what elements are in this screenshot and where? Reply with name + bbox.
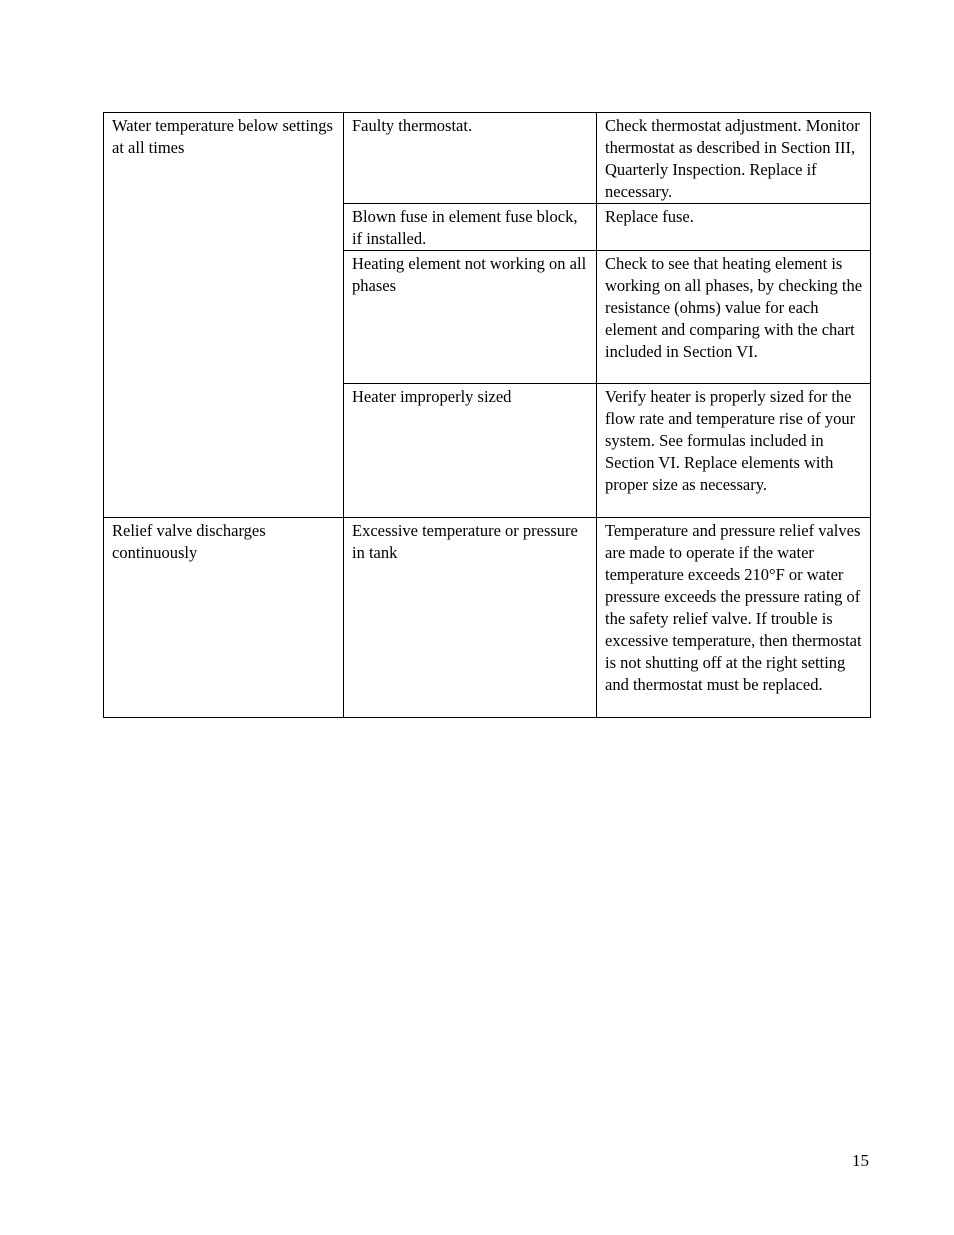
cause-cell	[344, 204, 597, 251]
solution-text: Replace fuse.	[605, 207, 694, 226]
solution-cell	[597, 113, 871, 204]
cause-cell	[344, 518, 597, 718]
page-number: 15	[852, 1151, 869, 1170]
cause-cell	[344, 384, 597, 518]
problem-text: Water temperature below settings at all times	[112, 116, 333, 157]
solution-text: Temperature and pressure relief valves are made to operate if the water temperature exceeds 210°F or water pressure exceeds the pressure rating of the safety relief valve. If trouble is excessive temperature, then thermostat is not shutting off at the right setting and thermostat must be replaced.	[605, 521, 862, 694]
cause-cell	[344, 251, 597, 384]
solution-cell	[597, 518, 871, 718]
solution-cell	[597, 384, 871, 518]
troubleshooting-table	[103, 112, 871, 718]
solution-cell	[597, 251, 871, 384]
solution-text: Check thermostat adjustment. Monitor thermostat as described in Section III, Quarterly Inspection. Replace if necessary.	[605, 116, 860, 201]
troubleshooting-table-body	[104, 113, 871, 718]
solution-cell	[597, 204, 871, 251]
solution-text: Check to see that heating element is working on all phases, by checking the resistance (ohms) value for each element and comparing with the chart included in Section VI.	[605, 254, 863, 361]
cause-cell	[344, 113, 597, 204]
solution-text: Verify heater is properly sized for the flow rate and temperature rise of your system. See formulas included in Section VI. Replace elements with proper size as necessary.	[605, 387, 856, 494]
cause-text: Blown fuse in element fuse block, if installed.	[352, 207, 578, 248]
table-row	[104, 113, 871, 204]
problem-cell	[104, 518, 344, 718]
cause-text: Heater improperly sized	[352, 387, 512, 406]
problem-cell	[104, 113, 344, 518]
problem-text: Relief valve discharges continuously	[112, 521, 266, 562]
table-row	[104, 518, 871, 718]
cause-text: Faulty thermostat.	[352, 116, 473, 135]
cause-text: Excessive temperature or pressure in tank	[352, 521, 578, 562]
cause-text: Heating element not working on all phases	[352, 254, 587, 295]
